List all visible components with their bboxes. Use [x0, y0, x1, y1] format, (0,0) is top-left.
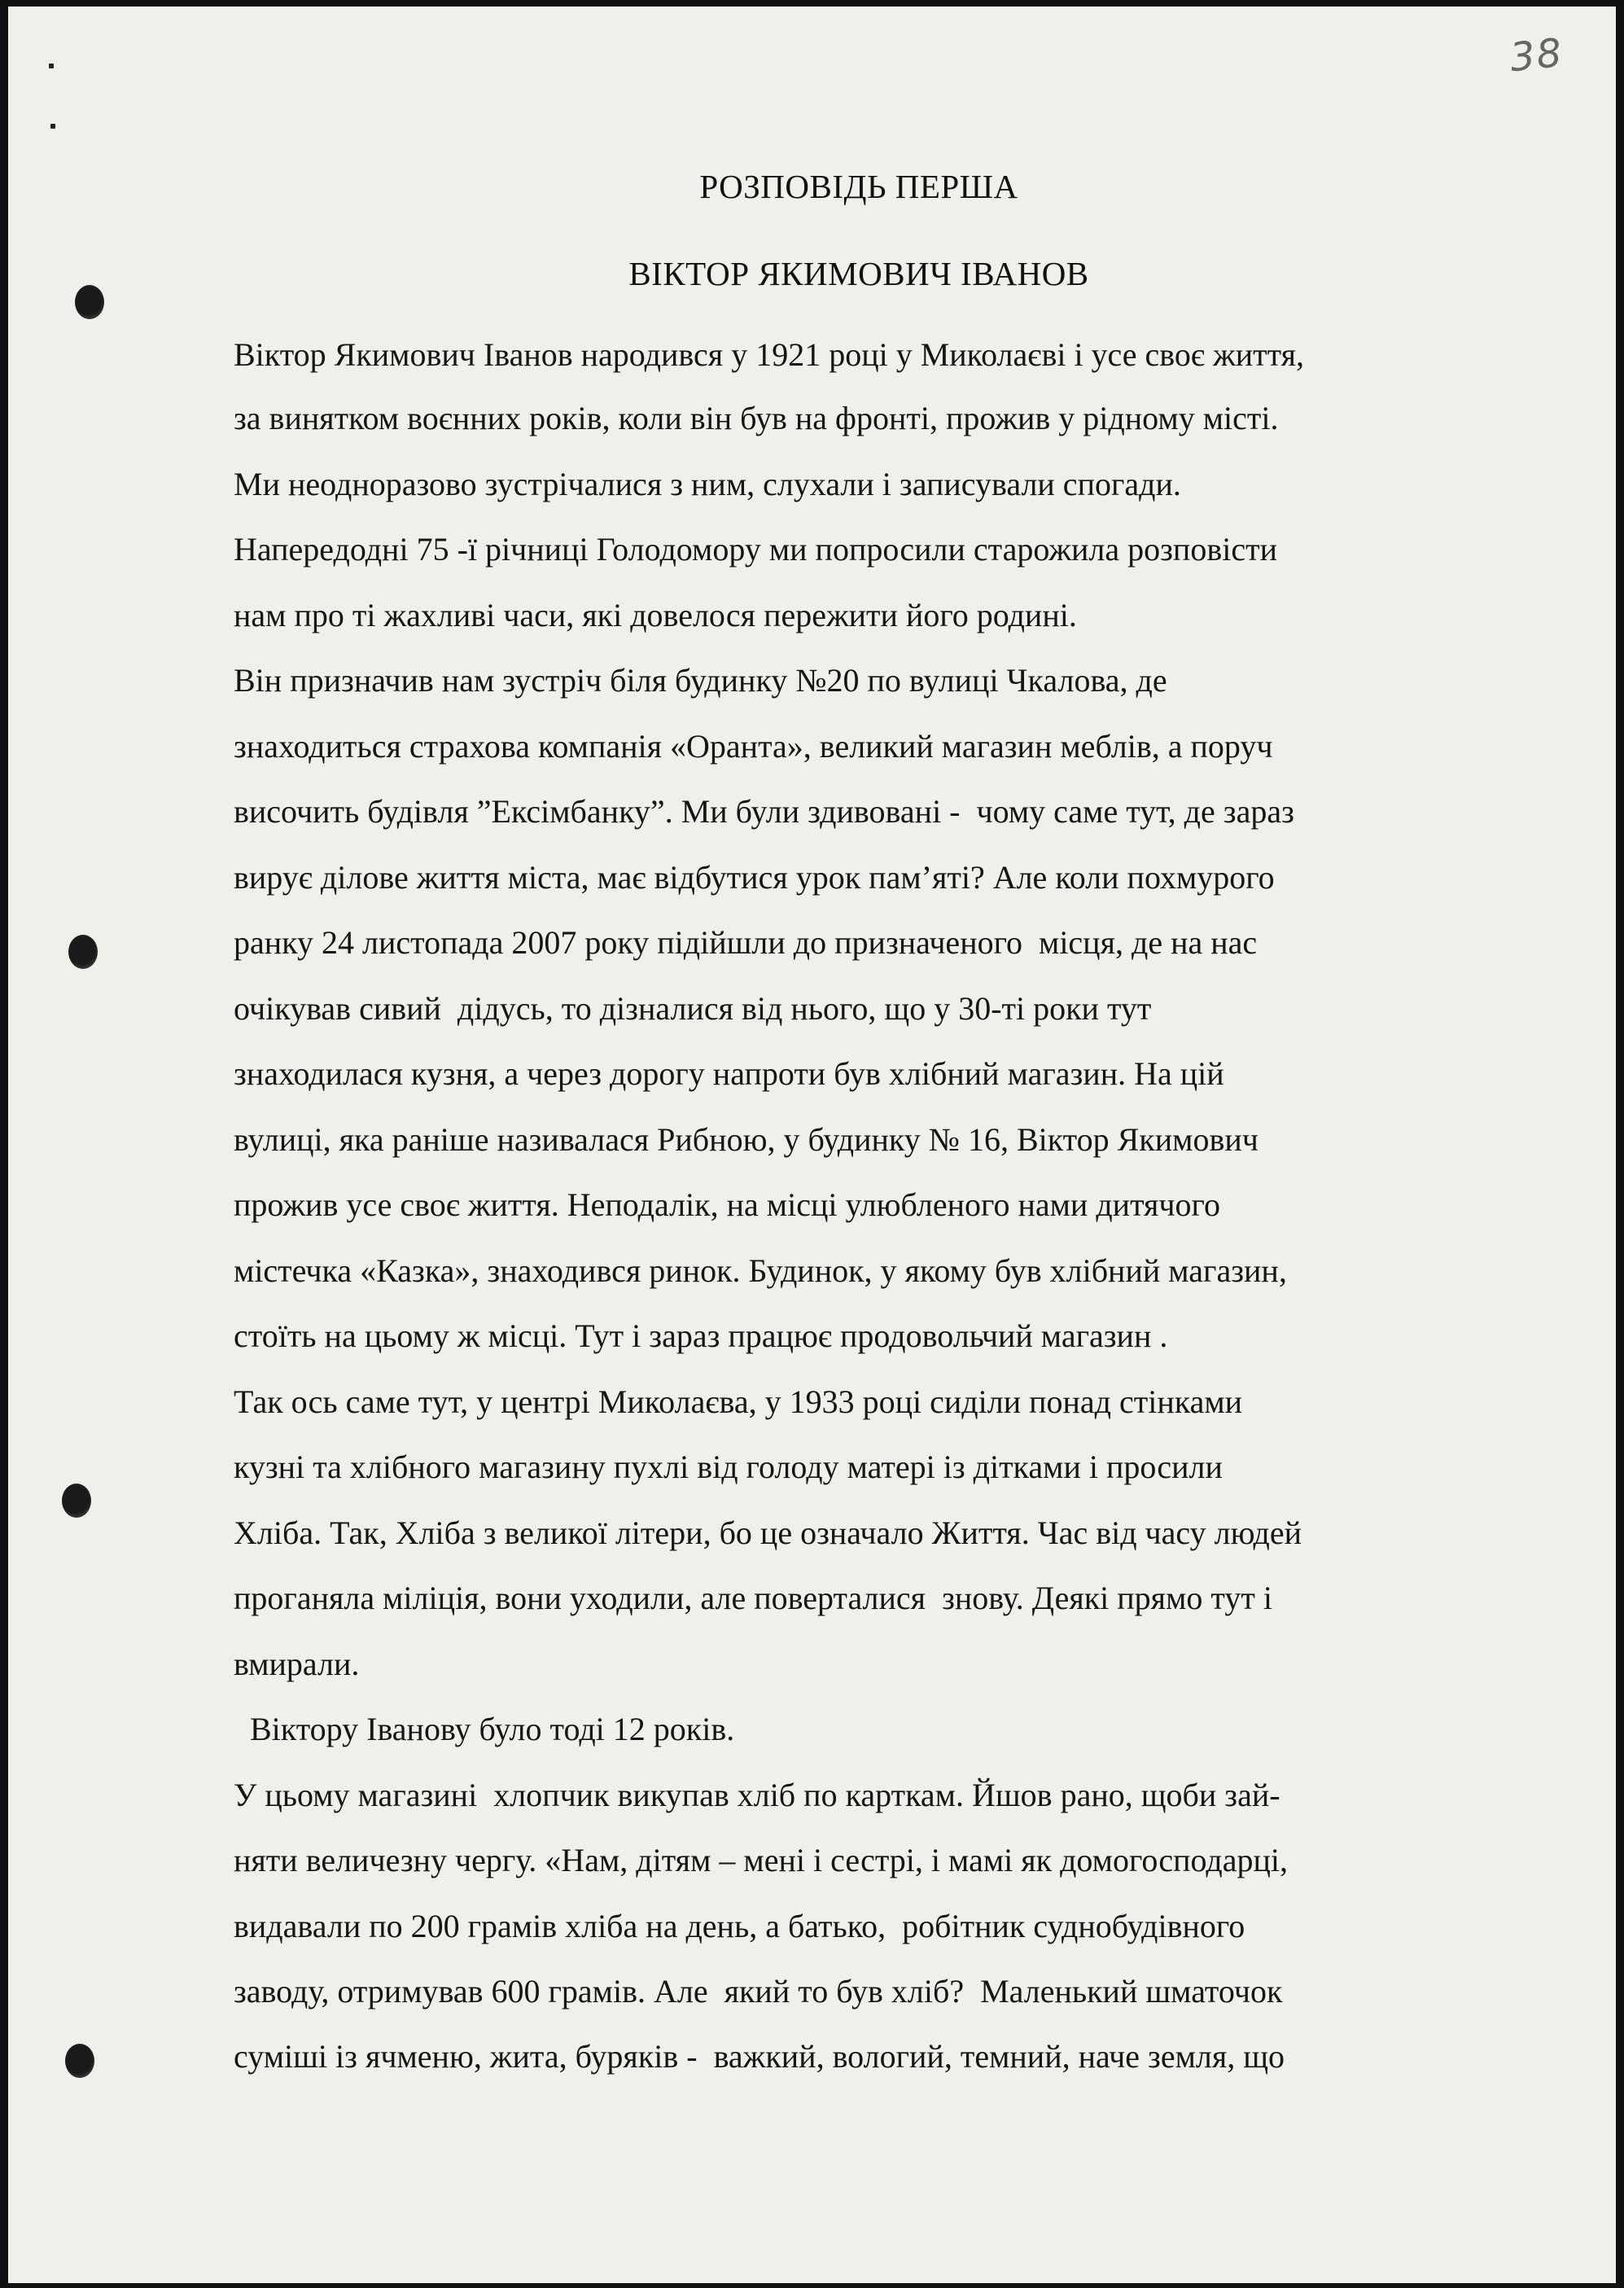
body-line: У цьому магазині хлопчик викупав хліб по карткам. Йшов рано, щоби зай- — [234, 1777, 1280, 1813]
person-name-heading: ВІКТОР ЯКИМОВИЧ ІВАНОВ — [628, 255, 1089, 292]
body-line: прожив усе своє життя. Неподалік, на місці улюбленого нами дитячого — [234, 1186, 1220, 1223]
story-title: РОЗПОВІДЬ ПЕРША — [699, 168, 1018, 205]
page-number: 38 — [1508, 29, 1565, 81]
body-line: знаходиться страхова компанія «Оранта», великий магазин меблів, а поруч — [234, 728, 1273, 765]
body-line: няти величезну чергу. «Нам, дітям – мені і сестрі, і мамі як домогосподарці, — [234, 1842, 1289, 1878]
body-line: заводу, отримував 600 грамів. Але який то був хліб? Маленький шматочок — [234, 1973, 1283, 2010]
punch-hole — [62, 1484, 91, 1518]
body-line: видавали по 200 грамів хліба на день, а батько, робітник суднобудівного — [234, 1908, 1245, 1944]
body-line: суміші із ячменю, жита, буряків - важкий, вологий, темний, наче земля, що — [234, 2038, 1285, 2075]
body-line: ранку 24 листопада 2007 року підійшли до призначеного місця, де на нас — [234, 924, 1258, 961]
body-line: нам про ті жахливі часи, які довелося пережити його родині. — [234, 597, 1077, 633]
body-line: за винятком воєнних років, коли він був на фронті, прожив у рідному місті. — [234, 400, 1279, 436]
body-line: Хліба. Так, Хліба з великої літери, бо це означало Життя. Час від часу людей — [234, 1514, 1302, 1551]
body-line: кузні та хлібного магазину пухлі від голоду матері із дітками і просили — [234, 1449, 1223, 1485]
body-line: знаходилася кузня, а через дорогу напроти був хлібний магазин. На цій — [234, 1055, 1224, 1092]
body-line: Напередодні 75 -ї річниці Голодомору ми попросили старожила розповісти — [234, 531, 1277, 568]
body-line: проганяла міліція, вони уходили, але поверталися знову. Деякі прямо тут і — [234, 1580, 1272, 1616]
punch-hole — [68, 935, 98, 969]
body-line: Віктор Якимович Іванов народився у 1921 році у Миколаєві і усе своє життя, — [234, 336, 1304, 373]
body-line: вмирали. — [234, 1646, 360, 1682]
body-line: Так ось саме тут, у центрі Миколаєва, у 1933 році сиділи понад стінками — [234, 1383, 1243, 1420]
body-line: Віктору Іванову було тоді 12 років. — [234, 1711, 735, 1747]
body-line: Він призначив нам зустріч біля будинку №20 по вулиці Чкалова, де — [234, 662, 1167, 699]
body-line: стоїть на цьому ж місці. Тут і зараз працює продовольчий магазин . — [234, 1317, 1168, 1354]
body-line: містечка «Казка», знаходився ринок. Будинок, у якому був хлібний магазин, — [234, 1252, 1287, 1289]
body-line: височить будівля ”Ексімбанку”. Ми були здивовані - чому саме тут, де зараз — [234, 793, 1294, 830]
margin-mark — [50, 124, 55, 129]
punch-hole — [65, 2044, 94, 2078]
body-line: вулиці, яка раніше називалася Рибною, у будинку № 16, Віктор Якимович — [234, 1121, 1258, 1158]
body-line: очікував сивий дідусь, то дізналися від нього, що у 30-ті роки тут — [234, 990, 1152, 1027]
body-line: Ми неодноразово зустрічалися з ним, слухали і записували спогади. — [234, 466, 1181, 502]
margin-mark — [49, 64, 54, 68]
body-line: вирує ділове життя міста, має відбутися урок пам’яті? Але коли похмурого — [234, 859, 1275, 896]
